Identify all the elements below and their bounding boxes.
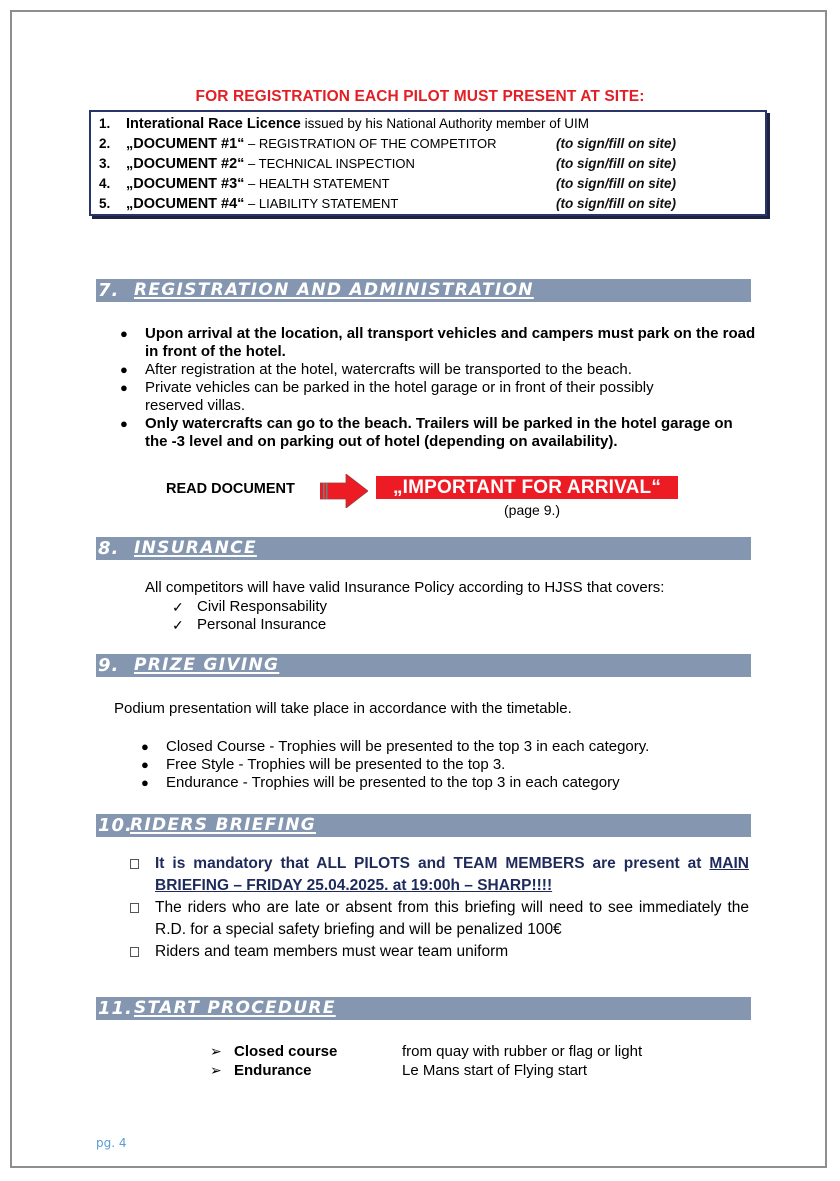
item-bold: „DOCUMENT #4“	[126, 196, 245, 212]
right-arrow-icon	[320, 474, 368, 508]
square-bullet-icon	[130, 903, 139, 913]
document-item	[99, 174, 676, 194]
list-item-text: Private vehicles can be parked in the hotel garage or in front of their possibly reserved villas.	[145, 379, 654, 414]
item-number: 3.	[99, 156, 111, 171]
document-item	[99, 114, 589, 134]
bullet-icon: ●	[141, 775, 149, 790]
document-item	[99, 194, 676, 214]
page-number: pg. 4	[96, 1136, 127, 1150]
section-title: PRIZE GIVING	[134, 655, 280, 675]
insurance-intro: All competitors will have valid Insurance Policy according to HJSS that covers:	[145, 579, 665, 596]
list-item-text: Riders and team members must wear team uniform	[155, 943, 509, 960]
start-description: from quay with rubber or flag or light	[402, 1043, 643, 1060]
list-item	[130, 941, 749, 963]
main-briefing-time: MAIN BRIEFING – FRIDAY 25.04.2025. at 19:00h – SHARP!!!!	[155, 855, 749, 894]
registration-title: FOR REGISTRATION EACH PILOT MUST PRESENT AT SITE:	[195, 88, 645, 105]
list-item-text: After registration at the hotel, watercrafts will be transported to the beach.	[145, 361, 632, 378]
arrowhead-right-icon: ➢	[210, 1062, 222, 1078]
document-item	[99, 154, 676, 174]
list-item	[139, 774, 649, 792]
square-bullet-icon	[130, 859, 139, 869]
item-text: – LIABILITY STATEMENT	[244, 196, 399, 211]
list-item	[118, 325, 758, 361]
list-item	[172, 598, 327, 616]
section-title: REGISTRATION AND ADMINISTRATION	[134, 280, 534, 300]
read-document-label: READ DOCUMENT	[166, 481, 295, 497]
item-note: (to sign/fill on site)	[556, 136, 676, 151]
checkmark-icon: ✓	[172, 599, 184, 615]
bullet-icon: ●	[141, 739, 149, 754]
start-label: Closed course	[234, 1043, 338, 1060]
square-bullet-icon	[130, 947, 139, 957]
list-item	[130, 853, 749, 897]
section-number: 10.	[98, 815, 133, 836]
list-item-text: Only watercrafts can go to the beach. Trailers will be parked in the hotel garage on the -3 level and on parking out of hotel (depending on availability).	[145, 415, 733, 450]
list-item-text: Closed Course - Trophies will be presented to the top 3 in each category.	[166, 738, 650, 755]
start-description: Le Mans start of Flying start	[402, 1062, 588, 1079]
list-item	[139, 756, 649, 774]
item-number: 2.	[99, 136, 111, 151]
item-number: 1.	[99, 116, 111, 131]
list-item	[118, 415, 758, 451]
item-bold: „DOCUMENT #2“	[126, 156, 245, 172]
item-text: issued by his National Authority member of UIM	[300, 116, 589, 131]
section-title: START PROCEDURE	[134, 998, 336, 1018]
item-note: (to sign/fill on site)	[556, 156, 676, 171]
briefing-list	[130, 853, 749, 963]
section-header-10	[96, 814, 751, 837]
insurance-coverage-list	[172, 598, 327, 634]
item-bold: Interational Race Licence	[126, 116, 301, 132]
required-documents-box	[89, 110, 767, 216]
section-number: 8.	[98, 538, 120, 559]
section-title: INSURANCE	[134, 538, 257, 558]
list-item-text: Endurance - Trophies will be presented to the top 3 in each category	[166, 774, 620, 791]
important-for-arrival-link[interactable]: „IMPORTANT FOR ARRIVAL“	[376, 476, 678, 499]
item-number: 4.	[99, 176, 111, 191]
bullet-icon: ●	[120, 380, 128, 395]
prize-intro: Podium presentation will take place in accordance with the timetable.	[114, 700, 572, 717]
section-number: 9.	[98, 655, 120, 676]
bullet-icon: ●	[120, 416, 128, 431]
list-item-text: Upon arrival at the location, all transport vehicles and campers must park on the road in front of the hotel.	[145, 325, 756, 360]
list-item	[118, 379, 705, 415]
item-number: 5.	[99, 196, 111, 211]
list-item	[118, 361, 758, 379]
section-number: 11.	[98, 998, 133, 1019]
section-header-8	[96, 537, 751, 560]
section-header-9	[96, 654, 751, 677]
list-item	[172, 616, 327, 634]
start-label: Endurance	[234, 1062, 312, 1079]
checkmark-icon: ✓	[172, 617, 184, 633]
item-note: (to sign/fill on site)	[556, 196, 676, 211]
item-note: (to sign/fill on site)	[556, 176, 676, 191]
bullet-icon: ●	[120, 362, 128, 377]
list-item-text: Civil Responsability	[197, 598, 328, 615]
section-title: RIDERS BRIEFING	[130, 815, 316, 835]
arrival-rules-list	[118, 325, 758, 451]
bullet-icon: ●	[141, 757, 149, 772]
item-text: – TECHNICAL INSPECTION	[244, 156, 415, 171]
page-reference: (page 9.)	[504, 502, 561, 518]
prize-list	[139, 738, 649, 792]
list-item-text: Free Style - Trophies will be presented to the top 3.	[166, 756, 506, 773]
list-item	[130, 897, 749, 941]
list-item-text: The riders who are late or absent from this briefing will need to see immediately the R.D. for a special safety briefing and will be penalized 100€	[155, 899, 749, 938]
document-item	[99, 134, 676, 154]
item-bold: „DOCUMENT #3“	[126, 176, 245, 192]
item-text: – HEALTH STATEMENT	[244, 176, 390, 191]
list-item-text: Personal Insurance	[197, 616, 327, 633]
section-header-7	[96, 279, 751, 302]
arrowhead-right-icon: ➢	[210, 1043, 222, 1059]
item-text: – REGISTRATION OF THE COMPETITOR	[244, 136, 497, 151]
item-bold: „DOCUMENT #1“	[126, 136, 245, 152]
bullet-icon: ●	[120, 326, 128, 341]
section-header-11	[96, 997, 751, 1020]
mandatory-text: It is mandatory that ALL PILOTS and TEAM MEMBERS are present at	[155, 855, 710, 872]
section-number: 7.	[98, 280, 120, 301]
list-item	[139, 738, 649, 756]
